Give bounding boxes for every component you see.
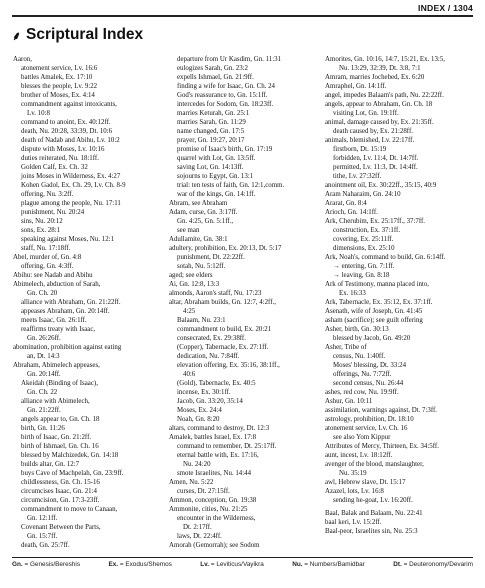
index-entry: commandment to move to Canaan,: [21, 506, 118, 513]
index-entry: forbidden, Lv. 11:4, Dt. 14:7ff.: [333, 155, 419, 162]
index-entry: death, Gn. 25:7ff.: [21, 542, 70, 549]
index-entry: Attributes of Mercy, Thirteen, Ex. 34:5ff.: [325, 443, 439, 450]
index-entry: curses, Dt. 27:15ff.: [177, 488, 230, 495]
index-entry: alliance with Abimelech,: [21, 398, 90, 405]
index-entry: second census, Nu. 26:44: [333, 380, 404, 387]
index-entry: Asher, Tribe of: [325, 344, 367, 351]
index-entry: Baal, Balak and Balaam, Nu. 22:41: [325, 510, 423, 517]
index-entry: Ararat, Gn. 8:4: [325, 200, 367, 207]
index-entry: dedication, Nu. 7:84ff.: [177, 353, 240, 360]
index-entry: assimilation, warnings against, Dt. 7:3ff.: [325, 407, 438, 414]
index-entry: marries Keturah, Gn. 25:1: [177, 110, 250, 117]
index-entry: animal, damage caused by, Ex. 21:35ff.: [325, 119, 434, 126]
index-entry: Kohen Gadol, Ex. Ch. 29, Lv. Ch. 8-9: [21, 182, 126, 189]
index-entry: altar, Abraham builds, Gn. 12:7, 4:2ff.,: [169, 299, 276, 306]
index-entry: Abimelech, abduction of Sarah,: [13, 281, 101, 288]
index-entry: Adullamite, Gn. 38:1: [169, 236, 228, 243]
index-entry: Moses' blessing, Dt. 33:24: [333, 362, 407, 369]
index-entry: trial: ten tests of faith, Gn. 12:1,comm.: [177, 182, 285, 189]
abbrev-genesis: Gn. = Genesis/Bereshis: [12, 561, 81, 568]
index-entry: smote Israelites, Nu. 14:44: [177, 470, 252, 477]
index-entry: visiting Lot, Gn. 19:1ff.: [333, 110, 399, 117]
index-column-1: [13, 55, 161, 550]
section-title: [12, 26, 143, 44]
index-entry: death caused by, Ex. 21:28ff.: [333, 128, 413, 135]
index-entry: Gn. 20:14ff.: [27, 371, 61, 378]
index-entry: Adam, curse, Gn. 3:17ff.: [169, 209, 238, 216]
index-entry: quarrel with Lot, Gn. 13:5ff.: [177, 155, 256, 162]
index-entry: eternal battle with, Ex. 17:16,: [177, 452, 259, 459]
index-entry: circumcises Isaac, Gn. 21:4: [21, 488, 97, 495]
index-entry: commandment against intoxicants,: [21, 101, 117, 108]
index-entry: Moses, Ex. 24:4: [177, 407, 222, 414]
index-entry: see man: [177, 227, 200, 234]
index-entry: Amorites, Gn. 10:16, 14:7, 15:21, Ex. 13:5,: [325, 56, 446, 63]
index-entry: name changed, Gn. 17:5: [177, 128, 245, 135]
abbrev-exodus: Ex. = Exodus/Shemos: [108, 561, 172, 568]
index-entry: incense, Ex. 30:1ff.: [177, 389, 231, 396]
index-entry: blessed by Jacob, Gn. 49:20: [333, 335, 411, 342]
index-entry: Jacob, Gn. 33:20, 35:14: [177, 398, 243, 405]
index-entry: Asher, birth, Gn. 30:13: [325, 326, 389, 333]
index-entry: Arioch, Gn. 14:1ff.: [325, 209, 378, 216]
index-entry: command to anoint, Ex. 40:12ff.: [21, 119, 111, 126]
index-entry: baal keri, Lv. 15:2ff.: [325, 519, 382, 526]
index-entry: (Copper), Tabernacle, Ex. 27:1ff.: [177, 344, 269, 351]
index-entry: → leaving, Gn. 8:18: [333, 272, 390, 279]
index-entry: Abram, see Abraham: [169, 200, 228, 207]
index-entry: staff, Nu. 17:18ff.: [21, 245, 71, 252]
index-entry: laws, Dt. 22:4ff.: [177, 533, 222, 540]
index-entry: buys Cave of Machpelah, Gn. 23:9ff.: [21, 470, 124, 477]
index-entry: avenger of the blood, manslaughter,: [325, 461, 424, 468]
index-entry: astrology, prohibition, Dt. 18:10: [325, 416, 414, 423]
index-entry: Lv. 10:8: [27, 110, 50, 117]
index-entry: promise of Isaac's birth, Gn. 17:19: [177, 146, 273, 153]
index-entry: Dt. 2:17ff.: [183, 524, 212, 531]
abbrev-leviticus: Lv. = Leviticus/Vayikra: [200, 561, 264, 568]
index-entry: birth of Ishmael, Gn. Ch. 16: [21, 443, 99, 450]
index-entry: blessed by Malchizedek, Gn. 14:18: [21, 452, 119, 459]
index-entry: atonement service, Lv. Ch. 16: [325, 425, 408, 432]
index-entry: construction, Ex. 37:1ff.: [333, 227, 401, 234]
index-entry: Gn. 4:25, Gn. 5:1ff.,: [177, 218, 234, 225]
index-entry: Gn. 26:26ff.: [27, 335, 61, 342]
index-entry: Ai, Gn. 12:8, 13:3: [169, 281, 220, 288]
index-entry: dispute with Moses, Lv. 10:16: [21, 146, 105, 153]
index-entry: Amalek, battles Israel, Ex. 17:8: [169, 434, 257, 441]
index-entry: Gn. 21:22ff.: [27, 407, 61, 414]
index-entry: Golden Calf, Ex. Ch. 32: [21, 164, 88, 171]
index-entry: sojourns to Egypt, Gn. 13:1: [177, 173, 254, 180]
index-entry: speaking against Moses, Nu. 12:1: [21, 236, 115, 243]
index-entry: awl, Hebrew slave, Dt. 15:17: [325, 479, 406, 486]
index-entry: Ark, Tabernacle, Ex. 35:12, Ex. 37:1ff.: [325, 299, 433, 306]
index-entry: God's reassurance to, Gn. 15:1ff.: [177, 92, 268, 99]
index-entry: Ark, Noah's, command to build, Gn. 6:14ff.: [325, 254, 446, 261]
index-entry: Nu. 24:20: [183, 461, 211, 468]
index-entry: anointment oil, Ex. 30:22ff., 35:15, 40:9: [325, 182, 437, 189]
index-entry: meets Isaac, Gn. 26:1ff.: [21, 317, 87, 324]
index-entry: Asenath, wife of Joseph, Gn. 41:45: [325, 308, 423, 315]
index-entry: offerings, Nu. 7:72ff.: [333, 371, 392, 378]
index-entry: aunt, incest, Lv. 18:12ff.: [325, 452, 393, 459]
abbrev-numbers: Nu. = Numbers/Bamidbar: [292, 561, 365, 568]
abbrev-deuteronomy: Dt. = Deuteronomy/Devarim: [393, 561, 473, 568]
index-entry: firstborn, Dt. 15:19: [333, 146, 387, 153]
index-entry: Ark of Testimony, manna placed into,: [325, 281, 430, 288]
index-entry: dimensions, Ex. 25:10: [333, 245, 395, 252]
index-entry: duties reiterated, Nu. 18:1ff.: [21, 155, 99, 162]
index-entry: encounter in the Wilderness,: [177, 515, 256, 522]
index-entry: expells Ishmael, Gn. 21:9ff.: [177, 74, 254, 81]
index-entry: ashes, red cow, Nu. 19:9ff.: [325, 389, 399, 396]
index-entry: Gn. Ch. 20: [27, 290, 58, 297]
index-entry: battles Amalek, Ex. 17:10: [21, 74, 93, 81]
index-entry: offering, Gn. 4:3ff.: [21, 263, 74, 270]
index-entry: tithe, Lv. 27:32ff.: [333, 173, 382, 180]
index-entry: eulogizes Sarah, Gn. 23:2: [177, 65, 248, 72]
index-entry: punishment, Nu. 20:24: [21, 209, 85, 216]
index-entry: sons, Ex. 28:1: [21, 227, 61, 234]
index-entry: alliance with Abraham, Gn. 21:22ff.: [21, 299, 121, 306]
index-entry: blesses the people, Lv. 9:22: [21, 83, 98, 90]
index-entry: birth, Gn. 11:26: [21, 425, 65, 432]
index-entry: builds altar, Gn. 12:7: [21, 461, 80, 468]
index-entry: offering, Nu. 3:2ff.: [21, 191, 74, 198]
index-entry: prayer, Gn. 19:27, 20:17: [177, 137, 245, 144]
section-title-text: Scriptural Index: [26, 26, 144, 43]
index-entry: → entering, Gn. 7:1ff.: [333, 263, 395, 270]
index-entry: circumcision, Gn. 17:3-23ff.: [21, 497, 100, 504]
index-entry: an, Dt. 14:3: [27, 353, 60, 360]
index-entry: intercedes for Sodom, Gn. 18:23ff.: [177, 101, 274, 108]
index-entry: death, Nu. 20:28, 33:39, Dt. 10:6: [21, 128, 113, 135]
index-entry: appeases Abraham, Gn. 20:14ff.: [21, 308, 110, 315]
index-entry: death of Nadab and Abihu, Lv. 10:2: [21, 137, 120, 144]
index-entry: altars, command to destroy, Dt. 12:3: [169, 425, 270, 432]
index-entry: Abel, murder of, Gn. 4:8: [13, 254, 82, 261]
index-entry: sins, Nu. 20:12: [21, 218, 63, 225]
index-entry: Baal-peor, Israelites sin, Nu. 25:3: [325, 528, 418, 535]
index-entry: Aram Naharaim, Gn. 24:10: [325, 191, 401, 198]
index-entry: census, Nu. 1:40ff.: [333, 353, 386, 360]
index-entry: birth of Isaac, Gn. 21:2ff.: [21, 434, 92, 441]
index-entry: abomination, prohibition against eating: [13, 344, 122, 351]
index-entry: childlessness, Gn. Ch. 15-16: [21, 479, 100, 486]
index-entry: Nu. 13:29, 32:39, Dt. 3:8, 7:1: [339, 65, 421, 72]
index-entry: Abraham, Abimelech appeases,: [13, 362, 100, 369]
index-entry: Nu. 35:19: [339, 470, 367, 477]
index-entry: brother of Moses, Ex. 4:14: [21, 92, 95, 99]
index-entry: commandment to build, Ex. 20:21: [177, 326, 272, 333]
index-entry: Ammonite, cities, Nu. 21:25: [169, 506, 248, 513]
index-entry: angels, appear to Abraham, Gn. Ch. 18: [325, 101, 433, 108]
index-entry: aged; see elders: [169, 272, 213, 279]
index-entry: angel, impedes Balaam's path, Nu. 22:22ff.: [325, 92, 444, 99]
index-columns: [13, 55, 475, 555]
index-entry: covering, Ex. 25:11ff.: [333, 236, 394, 243]
index-entry: permitted, Lv. 11:3, Dt. 14:4ff.: [333, 164, 418, 171]
index-entry: finding a wife for Isaac, Gn. Ch. 24: [177, 83, 275, 90]
index-entry: animals, blemished, Lv. 22:17ff.: [325, 137, 415, 144]
index-entry: command to remember, Dt. 25:17ff.: [177, 443, 277, 450]
index-entry: Balaam, Nu. 23:1: [177, 317, 226, 324]
running-head: INDEX / 1304: [418, 3, 473, 13]
index-entry: sending he-goat, Lv. 16:20ff.: [333, 497, 413, 504]
index-entry: Akeidah (Binding of Isaac),: [21, 380, 98, 387]
index-entry: Gn. 15:7ff.: [27, 533, 58, 540]
index-column-2: [169, 55, 317, 550]
index-entry: atonement service, Lv. 16:6: [21, 65, 98, 72]
ornament-icon: ⸙: [12, 28, 22, 43]
index-entry: consecrated, Ex. 29:38ff.: [177, 335, 246, 342]
index-entry: Amen, Nu. 5:22: [169, 479, 214, 486]
index-entry: Amram, marries Jochebed, Ex. 6:20: [325, 74, 425, 81]
index-entry: Noah, Gn. 8:20: [177, 416, 220, 423]
index-entry: reaffirms treaty with Isaac,: [21, 326, 96, 333]
header-rule: [12, 15, 473, 17]
index-entry: asham (sacrifice); see guilt offering: [325, 317, 423, 324]
index-entry: angels appear to, Gn. Ch. 18: [21, 416, 100, 423]
index-entry: (Gold), Tabernacle, Ex. 40:5: [177, 380, 256, 387]
footer-rule: [12, 557, 473, 558]
index-entry: departure from Ur Kasdim, Gn. 11:31: [177, 56, 282, 63]
index-entry: punishment, Dt. 22:22ff.: [177, 254, 245, 261]
index-entry: Aaron,: [13, 56, 32, 63]
index-entry: Covenant Between the Parts,: [21, 524, 101, 531]
index-entry: Amorah (Gemorrah); see Sodom: [169, 542, 260, 549]
index-entry: Abihu: see Nadab and Abihu: [13, 272, 93, 279]
index-entry: 4:25: [183, 308, 196, 315]
index-entry: Ashur, Gn. 10:11: [325, 398, 373, 405]
abbreviation-key: [12, 561, 473, 568]
index-entry: Gn. 12:1ff.: [27, 515, 58, 522]
index-entry: Ark, Cherubim, Ex. 25:17ff., 37:7ff.: [325, 218, 426, 225]
index-entry: sotah, Nu. 5:12ff.: [177, 263, 226, 270]
index-entry: plague among the people, Nu. 17:11: [21, 200, 121, 207]
index-entry: joins Moses in Wilderness, Ex. 4:27: [21, 173, 121, 180]
index-entry: Amraphel, Gn. 14:1ff.: [325, 83, 387, 90]
index-entry: Gn. Ch. 22: [27, 389, 58, 396]
index-entry: almonds, Aaron's staff, Nu. 17:23: [169, 290, 262, 297]
index-entry: Azazel, lots, Lv. 16:8: [325, 488, 384, 495]
index-entry: elevation offering, Ex. 35:16, 38:1ff.,: [177, 362, 280, 369]
index-entry: Ex. 16:33: [339, 290, 366, 297]
index-entry: war of the kings, Gn. 14:1ff.: [177, 191, 256, 198]
index-entry: adultery, prohibition, Ex. 20:13, Dt. 5:17: [169, 245, 282, 252]
index-entry: saving Lot, Gn. 14:13ff.: [177, 164, 244, 171]
index-entry: see also Yom Kippur: [333, 434, 391, 441]
index-entry: 40:6: [183, 371, 196, 378]
index-entry: marries Sarah, Gn. 11:29: [177, 119, 246, 126]
index-column-3: [325, 55, 473, 536]
index-entry: Ammon, conception, Gn. 19:38: [169, 497, 257, 504]
